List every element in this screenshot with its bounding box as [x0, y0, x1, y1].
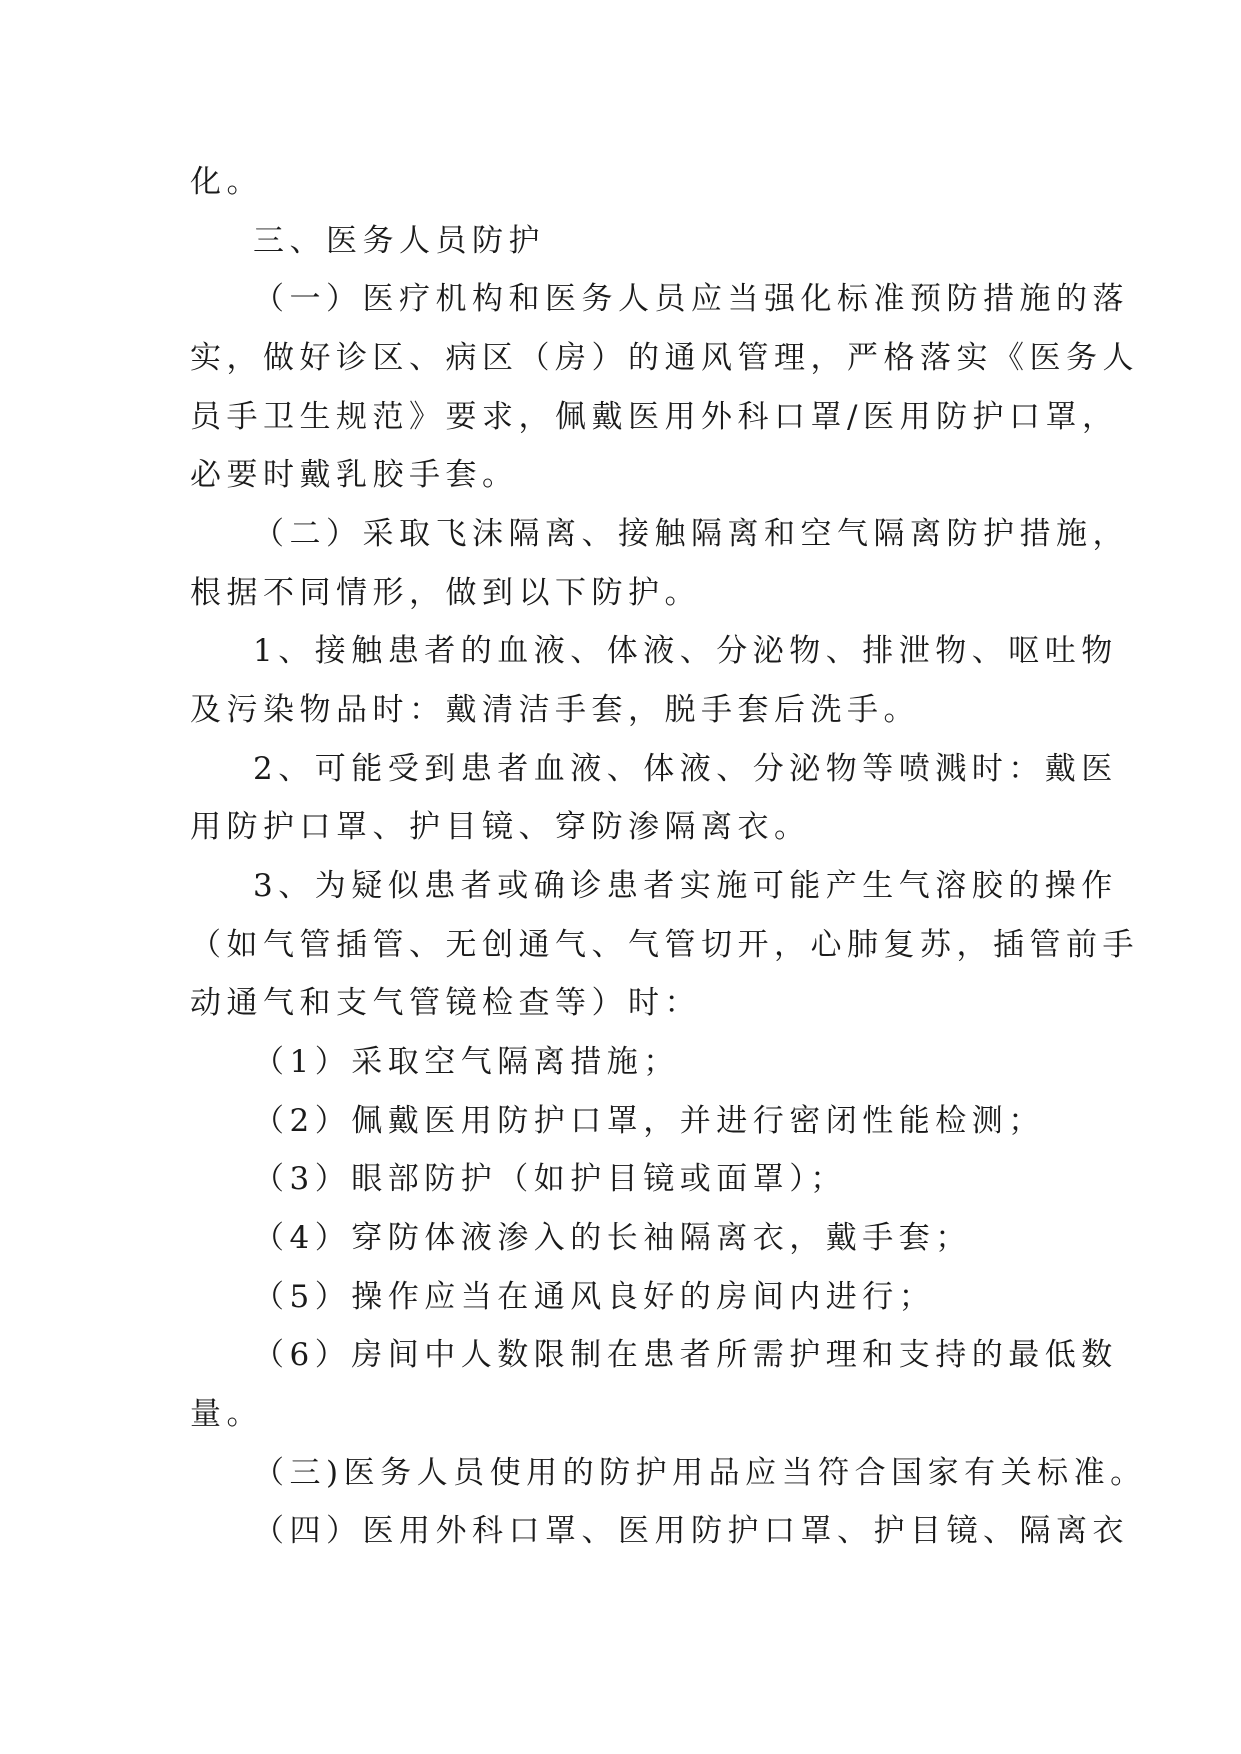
- list-item: （3）眼部防护（如护目镜或面罩）；: [253, 1161, 847, 1197]
- text-line: 1、接触患者的血液、体液、分泌物、排泄物、呕吐物: [253, 633, 1118, 669]
- text-line: 量。: [190, 1396, 263, 1432]
- list-item: （5）操作应当在通风良好的房间内进行；: [253, 1279, 936, 1315]
- text-line: 动通气和支气管镜检查等）时：: [190, 985, 701, 1021]
- text-line: 实，做好诊区、病区（房）的通风管理，严格落实《医务人: [190, 340, 1139, 376]
- text-line: （一）医疗机构和医务人员应当强化标准预防措施的落: [253, 281, 1129, 317]
- list-item: （2）佩戴医用防护口罩，并进行密闭性能检测；: [253, 1103, 1045, 1139]
- list-item: （1）采取空气隔离措施；: [253, 1044, 680, 1080]
- text-line: 3、为疑似患者或确诊患者实施可能产生气溶胶的操作: [253, 868, 1118, 904]
- list-item: （4）穿防体液渗入的长袖隔离衣，戴手套；: [253, 1220, 972, 1256]
- section-heading: 三、医务人员防护: [253, 223, 545, 259]
- text-line: 根据不同情形，做到以下防护。: [190, 575, 701, 611]
- text-line: （二）采取飞沫隔离、接触隔离和空气隔离防护措施，: [253, 516, 1129, 552]
- text-line: 必要时戴乳胶手套。: [190, 457, 519, 493]
- text-line: 用防护口罩、护目镜、穿防渗隔离衣。: [190, 809, 811, 845]
- text-line: （四）医用外科口罩、医用防护口罩、护目镜、隔离衣: [253, 1513, 1129, 1549]
- text-line: 化。: [190, 164, 263, 200]
- list-item: （6）房间中人数限制在患者所需护理和支持的最低数: [253, 1337, 1118, 1373]
- text-line: 及污染物品时：戴清洁手套，脱手套后洗手。: [190, 692, 920, 728]
- text-line: （三)医务人员使用的防护用品应当符合国家有关标准。: [253, 1455, 1147, 1491]
- text-line: （如气管插管、无创通气、气管切开，心肺复苏，插管前手: [190, 927, 1139, 963]
- text-line: 员手卫生规范》要求，佩戴医用外科口罩/医用防护口罩，: [190, 399, 1119, 435]
- text-line: 2、可能受到患者血液、体液、分泌物等喷溅时：戴医: [253, 751, 1118, 787]
